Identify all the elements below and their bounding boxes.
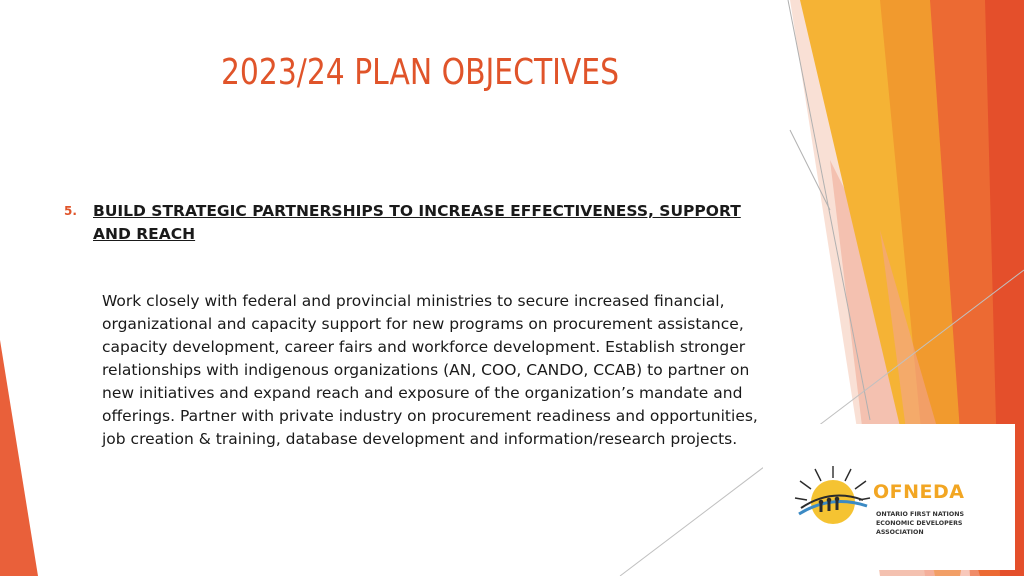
objective-heading: BUILD STRATEGIC PARTNERSHIPS TO INCREASE EFFECTIVENESS, SUPPORT AND REACH xyxy=(93,202,741,243)
logo-tagline: ONTARIO FIRST NATIONS ECONOMIC DEVELOPERS ASSOCIATION xyxy=(876,511,965,536)
sunrise-logo-icon xyxy=(791,464,871,530)
slide-title: 2023/24 PLAN OBJECTIVES xyxy=(220,52,620,93)
ofneda-logo xyxy=(763,424,1015,570)
deco-left-orange xyxy=(0,340,38,576)
objective-body: Work closely with federal and provincial ministries to secure increased financial, organizational and capacity support for new programs on procurement assistance, capacity development, career fairs and workforce development. Establish stronger relationships with indigenous organizations (AN, COO, CANDO, CCAB) to partner on new initiatives and expand reach and exposure of the organization’s mandate and offerings. Partner with private industry on procurement readiness and opportunities, job creation & training, database development and information/research projects. xyxy=(102,292,758,448)
objective-number: 5. xyxy=(64,204,77,218)
logo-name: OFNEDA xyxy=(873,481,965,503)
